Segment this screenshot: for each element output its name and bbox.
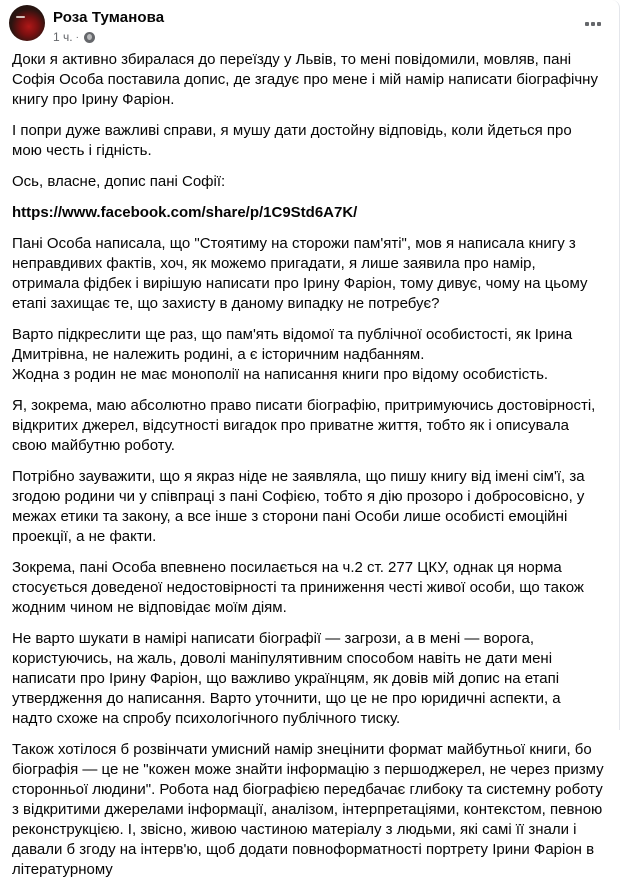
post-header xyxy=(0,0,619,48)
more-options-icon-dot xyxy=(591,22,595,26)
meta-separator: · xyxy=(75,31,79,43)
post-body xyxy=(0,48,619,880)
post-paragraph: Не варто шукати в намірі написати біографії — загрози, а в мені — ворога, користуючись, на жаль, доволі маніпулятивним способом навіть не дати мені написати про Ірину Фаріон, що важливо українцям, як довів мій допис на етапі утвердження до написання. Варто уточнити, що це не про юридичні аспекти, а надто схоже на спробу психологічного публічного тиску. xyxy=(12,630,561,727)
more-options-button[interactable] xyxy=(579,14,607,34)
shared-post-link[interactable]: https://www.facebook.com/share/p/1C9Std6A7K/ xyxy=(12,204,358,221)
post-paragraph: Ось, власне, допис пані Софії: xyxy=(12,173,226,190)
post-paragraph: І попри дуже важливі справи, я мушу дати достойну відповідь, коли йдеться про мою честь і гідність. xyxy=(12,122,572,159)
more-options-icon-dot xyxy=(597,22,601,26)
post-paragraph: Жодна з родин не має монополії на написання книги про відому особистість. xyxy=(12,366,549,383)
post-paragraph: Зокрема, пані Особа впевнено посилається на ч.2 ст. 277 ЦКУ, однак ця норма стосується доведеної недостовірності та приниження честі живої особи, що також жодним чином не відповідає моїм діям. xyxy=(12,559,584,616)
post-paragraph: Варто підкреслити ще раз, що пам'ять відомої та публічної особистості, як Ірина Дмитрівна, не належить родині, а є історичним надбанням. xyxy=(12,326,573,363)
post-meta xyxy=(53,30,95,44)
post-paragraph: Потрібно зауважити, що я якраз ніде не заявляла, що пишу книгу від імені сім'ї, за згодою родини чи у співпраці з пані Софією, тобто я дію прозоро і добросовісно, у межах етики та закону, а все інше з сторони пані Особи лише особисті емоційні проекції, а не факти. xyxy=(12,468,585,545)
post-paragraph: Я, зокрема, маю абсолютно право писати біографію, притримуючись достовірності, відкритих джерел, відсутності вигадок про приватне життя, тобто як і описувала свою майбутню роботу. xyxy=(12,397,596,454)
globe-icon[interactable] xyxy=(84,32,95,43)
post-paragraph: Пані Особа написала, що "Стоятиму на сторожи пам'яті", мов я написала книгу з неправдивих фактів, хоч, як можемо пригадати, я лише заявила про намір, отримала фідбек і вирішую написати про Ірину Фаріон, тому дивує, чому на цьому етапі захищає те, що захисту в даному випадку не потребує? xyxy=(12,235,588,312)
post-timestamp[interactable]: 1 ч. xyxy=(53,30,73,44)
post-paragraph: Доки я активно збиралася до переїзду у Львів, то мені повідомили, мовляв, пані Софія Особа поставила допис, де згадує про мене і мій намір написати біографічну книгу про Ірину Фаріон. xyxy=(12,51,598,108)
author-avatar[interactable] xyxy=(9,5,45,41)
author-name[interactable]: Роза Туманова xyxy=(53,9,165,26)
post-paragraph: Також хотілося б розвінчати умисний намір знецінити формат майбутньої книги, бо біографія — це не "кожен може знайти інформацію з першоджерел, не через призму сторонньої людини". Робота над біографією передбачає глибоку та системну роботу з відкритими джерелами інформації, аналізом, інтерпретаціями, контекстом, певною реконструкцією. І, звісно, живою частиною матеріалу з людьми, які самі її знали і давали б згоду на інтерв'ю, щоб додати повноформатності портрету Ірини Фаріон в літературному xyxy=(12,741,604,878)
more-options-icon xyxy=(585,22,589,26)
